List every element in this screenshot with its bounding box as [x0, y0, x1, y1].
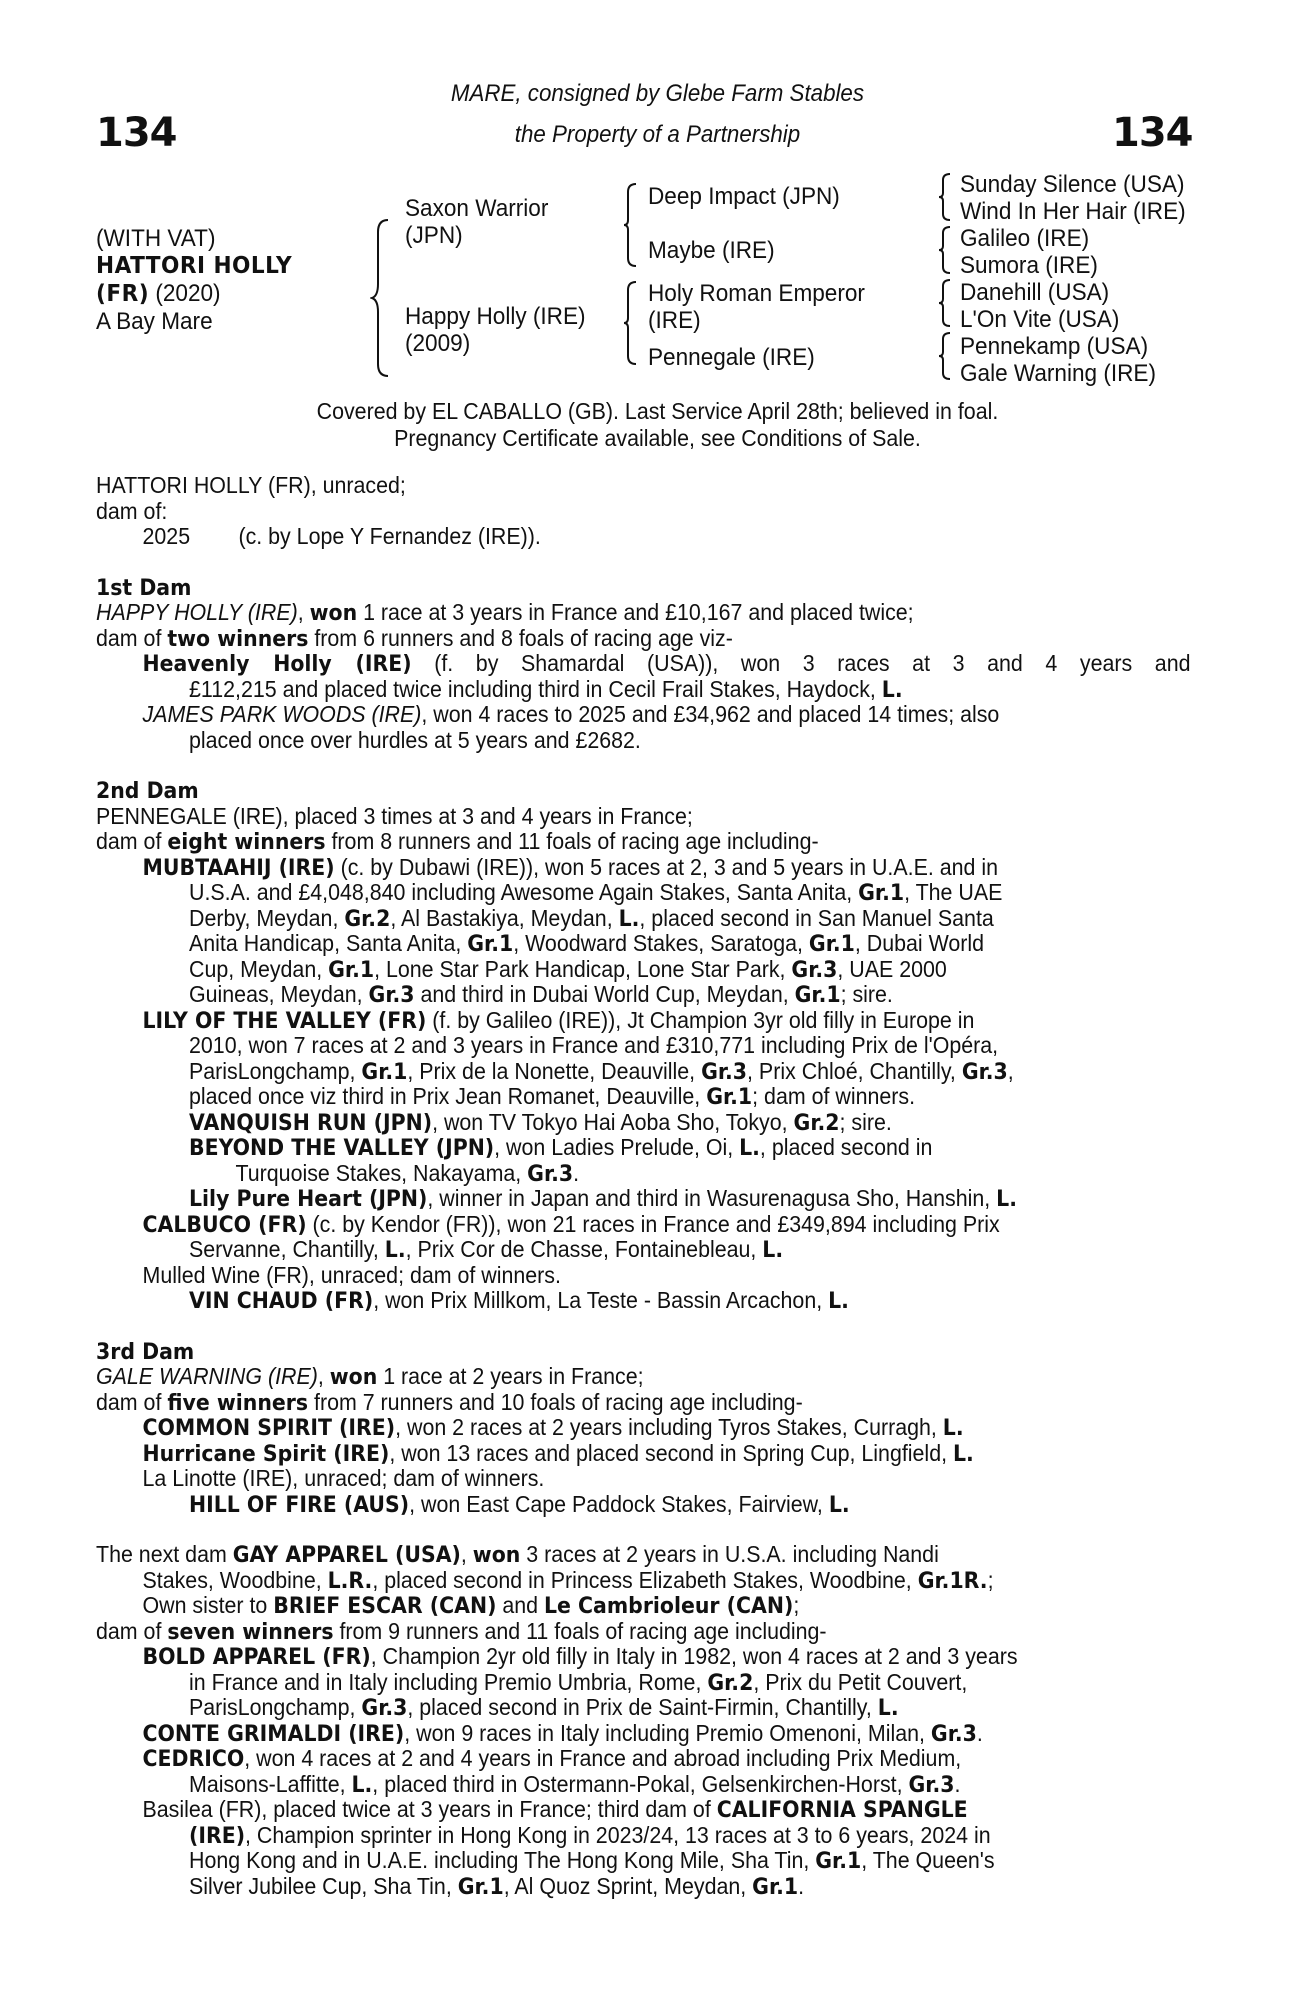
dam-sire: [648, 280, 865, 334]
third-dam-section: [96, 1339, 1117, 1365]
dam-name: GAY APPAREL (USA): [232, 1543, 461, 1568]
text-run: .: [798, 1872, 805, 1899]
text-run: from 9 runners and 11 foals of racing age including-: [333, 1617, 827, 1644]
horse-name: BOLD APPAREL (FR): [142, 1645, 371, 1670]
text-run: , placed second in: [759, 1134, 933, 1160]
text-run: U.S.A. and £4,048,840 including Awesome Again Stakes, Santa Anita,: [189, 879, 859, 905]
text-run: ;: [793, 1592, 800, 1618]
produce-entry-cont: [96, 982, 1117, 1008]
text-run: , placed second in Princess Elizabeth Stakes, Woodbine,: [372, 1566, 918, 1593]
text-run: Gr.3: [361, 1696, 408, 1721]
text-run: , Prix du Petit Couvert,: [753, 1668, 968, 1695]
text-run: Gr.1: [858, 881, 905, 906]
text-run: L.R.: [327, 1568, 373, 1594]
text-run: from 6 runners and 8 foals of racing age viz-: [308, 624, 733, 651]
produce-entry-cont: [96, 1772, 1117, 1798]
gen3-ancestor: Pennekamp (USA): [960, 333, 1149, 360]
property-line: the Property of a Partnership: [514, 121, 801, 148]
text-run: L.: [384, 1238, 406, 1263]
horse-identity: [96, 225, 292, 335]
horse-name: VIN CHAUD (FR): [189, 1289, 374, 1314]
text-run: ,: [460, 1541, 473, 1567]
horse-name: CALBUCO (FR): [142, 1212, 307, 1238]
text-run: , won Ladies Prelude, Oi,: [494, 1134, 740, 1160]
horse-name: JAMES PARK WOODS (IRE): [142, 701, 422, 727]
produce-entry-la-linotte: La Linotte (IRE), unraced; dam of winners.: [142, 1465, 545, 1491]
sire-sire: Deep Impact (JPN): [648, 183, 840, 210]
text-run: .: [573, 1159, 580, 1186]
produce-entry-vanquish-run: [96, 1110, 1117, 1136]
text-run: , won 13 races and placed second in Spring Cup, Lingfield,: [389, 1439, 953, 1466]
gen3-ancestor: Sumora (IRE): [960, 252, 1098, 279]
text-run: seven winners: [167, 1619, 334, 1645]
text-run: Gr.1: [706, 1085, 753, 1110]
next-dam-siblings: [96, 1593, 1117, 1619]
third-dam-heading: 3rd Dam: [96, 1339, 195, 1365]
pedigree-dam: [405, 303, 586, 357]
text-run: five winners: [167, 1390, 309, 1416]
produce-entry-cont: 2010, won 7 races at 2 and 3 years in France and £310,771 including Prix de l'Opéra,: [189, 1032, 999, 1058]
pedigree-brace-g3-1: [938, 172, 952, 222]
text-run: , Champion sprinter in Hong Kong in 2023/24, 13 races at 3 to 6 years, 2024 in: [245, 1821, 991, 1848]
produce-entry-cont: [96, 880, 1117, 906]
next-dam-produce-summary: [96, 1619, 1117, 1645]
text-run: L.: [351, 1772, 373, 1798]
text-run: Gr.2: [707, 1670, 754, 1696]
gen3-ancestor: Wind In Her Hair (IRE): [960, 198, 1186, 225]
text-run: ; dam of winners.: [752, 1083, 916, 1109]
produce-entry-cont: [96, 931, 1117, 957]
produce-entry-cedrico: [96, 1746, 1117, 1772]
pedigree-gen3: [960, 171, 1186, 387]
produce-entry-common-spirit: [96, 1415, 1117, 1441]
text-run: Gr.1: [467, 932, 514, 957]
horse-name: Lily Pure Heart (JPN): [189, 1187, 428, 1212]
text-run: Gr.1: [815, 1849, 862, 1874]
horse-country: (FR): [96, 281, 150, 307]
horse-name: HATTORI HOLLY: [96, 253, 293, 279]
text-run: 1 race at 2 years in France;: [377, 1363, 644, 1389]
text-run: Anita Handicap, Santa Anita,: [189, 930, 468, 956]
text-run: Gr.3: [368, 983, 415, 1008]
produce-foal: (c. by Lope Y Fernandez (IRE)).: [238, 523, 541, 549]
text-run: (f. by Galileo (IRE)), Jt Champion 3yr old filly in Europe in: [426, 1006, 975, 1033]
horse-name: COMMON SPIRIT (IRE): [142, 1416, 396, 1441]
sire-country: (JPN): [405, 222, 463, 249]
produce-entry-cont: [96, 1237, 1117, 1263]
text-run: , won Prix Millkom, La Teste - Bassin Arcachon,: [373, 1287, 829, 1313]
produce-entry-lily-of-the-valley: [96, 1008, 1117, 1034]
text-run: L.: [942, 1416, 964, 1441]
text-run: Gr.3: [701, 1059, 748, 1085]
text-run: , won 9 races in Italy including Premio Omenoni, Milan,: [404, 1719, 931, 1746]
dam-year: (2009): [405, 330, 471, 357]
text-run: , winner in Japan and third in Wasurenagusa Sho, Hanshin,: [427, 1185, 997, 1211]
pedigree-brace-main: [370, 218, 392, 378]
text-run: Gr.3: [930, 1721, 977, 1747]
text-run: Guineas, Meydan,: [189, 981, 369, 1007]
text-run: BRIEF ESCAR (CAN): [273, 1594, 497, 1619]
dam-sire-line1: Holy Roman Emperor: [648, 280, 865, 307]
produce-entry-cont: [96, 1059, 1117, 1085]
produce-entry-hill-of-fire: [96, 1492, 1117, 1518]
text-run: (c. by Kendor (FR)), won 21 races in France and £349,894 including Prix: [306, 1210, 1000, 1237]
text-run: Gr.1: [752, 1874, 799, 1900]
produce-entry-cont: [96, 1695, 1117, 1721]
text-run: The next dam: [96, 1541, 233, 1567]
text-run: ParisLongchamp,: [189, 1694, 362, 1720]
text-run: L.: [828, 1289, 849, 1314]
sire-dam: Maybe (IRE): [648, 237, 775, 264]
pedigree-brace-g3-3: [938, 278, 952, 328]
produce-entry-heavenly-holly: [96, 650, 1191, 677]
text-run: .: [976, 1719, 983, 1746]
text-run: placed once over hurdles at 5 years and £2682.: [189, 726, 641, 753]
text-run: from 8 runners and 11 foals of racing age including-: [325, 828, 819, 854]
text-run: , won East Cape Paddock Stakes, Fairview,: [409, 1490, 829, 1517]
text-run: in France and in Italy including Premio Umbria, Rome,: [189, 1668, 708, 1695]
gen3-ancestor: Sunday Silence (USA): [960, 171, 1185, 198]
text-run: and third in Dubai World Cup, Meydan,: [414, 981, 795, 1007]
covering-note: [46, 398, 1269, 452]
produce-entry-basilea: [96, 1797, 1117, 1823]
text-run: , Lone Star Park Handicap, Lone Star Park,: [374, 955, 792, 982]
consignor-line: MARE, consigned by Glebe Farm Stables: [450, 80, 865, 107]
dam-name: GALE WARNING (IRE): [96, 1363, 318, 1389]
text-run: Gr.2: [793, 1110, 840, 1136]
horse-name: VANQUISH RUN (JPN): [189, 1110, 433, 1136]
text-run: L.: [996, 1187, 1018, 1212]
horse-name: CEDRICO: [142, 1747, 245, 1772]
text-run: Maisons-Laffitte,: [189, 1770, 352, 1797]
text-run: , won 2 races at 2 years including Tyros Stakes, Curragh,: [395, 1414, 943, 1440]
text-run: (IRE): [189, 1823, 246, 1849]
produce-entry-mulled-wine: Mulled Wine (FR), unraced; dam of winners.: [142, 1261, 561, 1288]
produce-entry-james-park-woods: [96, 702, 1117, 728]
produce-entry-bold-apparel: [96, 1644, 1117, 1670]
horse-name: MUBTAAHIJ (IRE): [142, 855, 335, 881]
text-run: won: [329, 1365, 378, 1390]
produce-entry-vin-chaud: [96, 1288, 1117, 1314]
text-run: dam of: [96, 1388, 168, 1415]
text-run: , UAE 2000: [837, 955, 947, 982]
produce-entry-mubtaahij: [96, 855, 1117, 881]
text-run: , Champion 2yr old filly in Italy in 1982, won 4 races at 2 and 3 years: [370, 1643, 1018, 1669]
gen3-ancestor: Galileo (IRE): [960, 225, 1090, 252]
text-run: Le Cambrioleur (CAN): [543, 1594, 794, 1619]
produce-entry-cont: [96, 1084, 1117, 1110]
text-run: ; sire.: [840, 981, 893, 1007]
text-run: , Prix de la Nonette, Deauville,: [407, 1057, 702, 1084]
text-run: , won 4 races to 2025 and £34,962 and placed 14 times; also: [421, 701, 1000, 727]
text-run: 1 race at 3 years in France and £10,167 and placed twice;: [357, 599, 914, 625]
horse-name: Hurricane Spirit (IRE): [142, 1441, 390, 1467]
gen3-ancestor: L'On Vite (USA): [960, 306, 1120, 333]
text-run: Hong Kong and in U.A.E. including The Hong Kong Mile, Sha Tin,: [189, 1847, 816, 1873]
second-dam-section: [96, 778, 1117, 804]
text-run: ,: [1007, 1057, 1014, 1084]
text-run: , Al Bastakiya, Meydan,: [390, 904, 619, 931]
produce-entry-cont: [96, 677, 1117, 703]
text-run: .: [954, 1770, 961, 1797]
text-run: Gr.2: [344, 906, 391, 932]
text-run: ; sire.: [839, 1108, 892, 1135]
text-run: Gr.3: [791, 957, 838, 983]
next-dam-record: [96, 1542, 1117, 1568]
text-run: Gr.1: [808, 932, 855, 957]
lot-number-right: 134: [1112, 110, 1193, 156]
first-dam-section: [96, 575, 1117, 601]
pedigree-brace-dam: [622, 280, 638, 366]
pedigree-brace-sire: [622, 182, 638, 268]
pedigree-brace-g3-2: [938, 225, 952, 275]
horse-name: CONTE GRIMALDI (IRE): [142, 1721, 405, 1747]
text-run: [143, 651, 1191, 678]
text-run: Gr.1R.: [917, 1568, 988, 1594]
horse-name: HILL OF FIRE (AUS): [189, 1492, 410, 1518]
text-run: , Prix Chloé, Chantilly,: [747, 1057, 962, 1084]
second-dam-record: PENNEGALE (IRE), placed 3 times at 3 and 4 years in France;: [96, 802, 693, 829]
text-run: L.: [881, 677, 903, 703]
text-run: Gr.3: [908, 1772, 955, 1798]
text-run: Turquoise Stakes, Nakayama,: [235, 1159, 528, 1186]
text-run: , placed second in Prix de Saint-Firmin, Chantilly,: [407, 1694, 878, 1720]
text-run: , placed second in San Manuel Santa: [639, 904, 994, 931]
text-run: dam of: [96, 1617, 168, 1644]
produce-entry-cont: [96, 728, 1117, 754]
vat-note: (WITH VAT): [96, 225, 216, 252]
text-run: Cup, Meydan,: [189, 955, 329, 982]
text-run: ,: [297, 599, 310, 625]
text-run: L.: [828, 1492, 850, 1518]
sire-name: Saxon Warrior: [405, 195, 549, 222]
text-run: dam of: [96, 828, 168, 854]
covering-line1: Covered by EL CABALLO (GB). Last Service April 28th; believed in foal.: [316, 398, 999, 424]
text-run: Derby, Meydan,: [189, 904, 345, 931]
third-dam-produce-summary: [96, 1390, 1117, 1416]
text-run: Stakes, Woodbine,: [142, 1566, 328, 1593]
produce-entry: [96, 524, 1117, 550]
text-run: , Woodward Stakes, Saratoga,: [513, 930, 809, 956]
text-run: L.: [877, 1696, 899, 1721]
produce-entry-cont: [96, 1874, 1117, 1900]
text-run: Own sister to: [142, 1592, 274, 1618]
first-dam-heading: 1st Dam: [96, 575, 192, 601]
text-run: from 7 runners and 10 foals of racing age including-: [308, 1388, 803, 1415]
text-run: , won TV Tokyo Hai Aoba Sho, Tokyo,: [432, 1108, 794, 1135]
third-dam-record: [96, 1364, 1117, 1390]
produce-entry-cont: [96, 906, 1117, 932]
dam-sire-line2: (IRE): [648, 307, 701, 334]
text-run: Gr.1: [457, 1874, 504, 1900]
produce-entry-cont: [96, 1823, 1117, 1849]
text-run: (f. by Shamardal (USA)), won 3 races at 3 and 4 years and: [411, 650, 1191, 676]
first-dam-produce-summary: [96, 626, 1117, 652]
produce-entry-lily-pure-heart: [96, 1186, 1117, 1212]
produce-entry-conte-grimaldi: [96, 1721, 1117, 1747]
text-run: ,: [317, 1363, 330, 1389]
text-run: placed once viz third in Prix Jean Romanet, Deauville,: [189, 1083, 707, 1109]
first-dam-record: [96, 600, 1117, 626]
produce-entry-calbuco: [96, 1212, 1117, 1238]
text-run: two winners: [167, 626, 309, 652]
text-run: won: [472, 1543, 521, 1568]
produce-year: 2025: [142, 523, 191, 549]
text-run: eight winners: [167, 830, 326, 855]
text-run: , Al Quoz Sprint, Meydan,: [503, 1872, 753, 1899]
text-run: Gr.1: [328, 957, 375, 983]
text-run: won: [309, 601, 358, 626]
text-run: (c. by Dubawi (IRE)), won 5 races at 2, 3 and 5 years in U.A.E. and in: [334, 853, 999, 880]
catalogue-body: [96, 473, 1194, 1899]
text-run: L.: [618, 906, 640, 932]
text-run: 3 races at 2 years in U.S.A. including Nandi: [520, 1541, 939, 1567]
horse-name: Heavenly Holly (IRE): [142, 652, 412, 677]
text-run: Servanne, Chantilly,: [189, 1236, 385, 1262]
gen3-ancestor: Danehill (USA): [960, 279, 1110, 306]
horse-name: LILY OF THE VALLEY (FR): [142, 1008, 427, 1034]
produce-entry-cont: [96, 1670, 1117, 1696]
next-dam-record-cont: [96, 1568, 1117, 1594]
produce-entry-hurricane-spirit: [96, 1441, 1117, 1467]
text-run: , Dubai World: [854, 930, 985, 956]
text-run: L.: [762, 1238, 784, 1263]
dam-name: Happy Holly (IRE): [405, 303, 586, 330]
dam-dam: Pennegale (IRE): [648, 344, 815, 371]
produce-line1: HATTORI HOLLY (FR), unraced;: [96, 472, 406, 498]
horse-description: A Bay Mare: [96, 308, 213, 335]
text-run: ParisLongchamp,: [189, 1057, 362, 1084]
horse-name: BEYOND THE VALLEY (JPN): [189, 1136, 495, 1161]
text-run: , The Queen's: [861, 1847, 995, 1873]
text-run: Gr.3: [961, 1059, 1008, 1085]
second-dam-produce-summary: [96, 829, 1117, 855]
produce-entry-cont: [96, 1848, 1117, 1874]
second-dam-heading: 2nd Dam: [96, 779, 199, 804]
text-run: dam of: [96, 624, 168, 651]
produce-line2: dam of:: [96, 497, 168, 524]
text-run: and: [496, 1592, 544, 1618]
text-run: Gr.3: [527, 1161, 574, 1187]
text-run: Silver Jubilee Cup, Sha Tin,: [189, 1872, 458, 1899]
text-run: ;: [987, 1566, 994, 1593]
text-run: , The UAE: [904, 879, 1003, 905]
pedigree-sire: [405, 195, 548, 249]
text-run: Gr.1: [794, 983, 841, 1008]
produce-entry-cont: [96, 957, 1117, 983]
lot-number-left: 134: [96, 110, 177, 156]
covering-line2: Pregnancy Certificate available, see Conditions of Sale.: [394, 425, 921, 451]
text-run: Basilea (FR), placed twice at 3 years in France; third dam of: [142, 1796, 717, 1822]
produce-entry-cont: [96, 1161, 1117, 1187]
produce-entry-beyond-the-valley: [96, 1135, 1117, 1161]
text-run: Gr.1: [361, 1059, 408, 1085]
text-run: £112,215 and placed twice including third in Cecil Frail Stakes, Haydock,: [189, 675, 882, 702]
text-run: , won 4 races at 2 and 4 years in France and abroad including Prix Medium,: [244, 1745, 962, 1771]
text-run: L.: [952, 1441, 974, 1467]
horse-year: (2020): [155, 280, 221, 307]
text-run: CALIFORNIA SPANGLE: [716, 1798, 968, 1823]
gen3-ancestor: Gale Warning (IRE): [960, 360, 1156, 387]
pedigree-brace-g3-4: [938, 331, 952, 381]
text-run: , placed third in Ostermann-Pokal, Gelsenkirchen-Horst,: [372, 1770, 909, 1797]
text-run: L.: [739, 1136, 760, 1161]
dam-name: HAPPY HOLLY (IRE): [96, 599, 298, 625]
text-run: , Prix Cor de Chasse, Fontainebleau,: [405, 1236, 763, 1262]
